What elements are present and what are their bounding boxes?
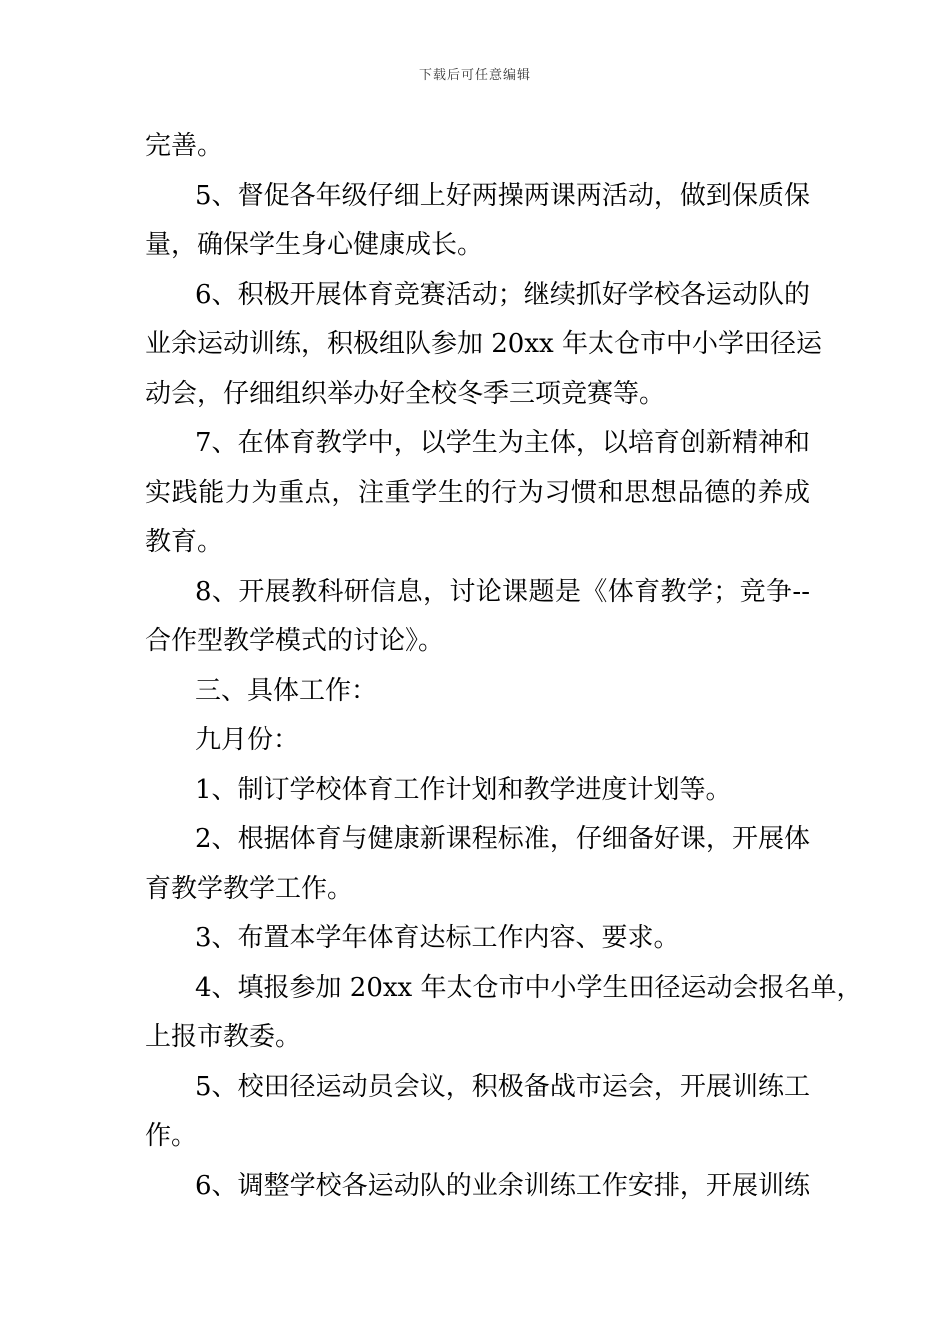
month-heading: 九月份： — [195, 725, 300, 755]
text-line: 育教学教学工作。 — [145, 873, 354, 904]
page-header: 下载后可任意编辑 — [418, 68, 531, 83]
text-line: 完善。 — [145, 131, 224, 161]
text-line: 上报市教委。 — [145, 1022, 302, 1052]
text-line: 6、调整学校各运动队的业余训练工作安排，开展训练 — [195, 1170, 810, 1201]
text-line: 业余运动训练，积极组队参加 20xx 年太仓市中小学田径运 — [145, 329, 822, 359]
text-line: 8、开展教科研信息，讨论课题是《体育教学；竞争-- — [195, 576, 810, 607]
text-line: 动会，仔细组织举办好全校冬季三项竞赛等。 — [145, 378, 666, 409]
text-line: 实践能力为重点，注重学生的行为习惯和思想品德的养成 — [145, 477, 810, 508]
text-line: 量，确保学生身心健康成长。 — [145, 230, 484, 260]
text-line: 5、督促各年级仔细上好两操两课两活动，做到保质保 — [195, 180, 810, 211]
text-line: 作。 — [145, 1121, 198, 1151]
text-line: 教育。 — [145, 527, 224, 557]
text-line: 2、根据体育与健康新课程标准，仔细备好课，开展体 — [195, 824, 810, 854]
text-line: 7、在体育教学中，以学生为主体，以培育创新精神和 — [195, 428, 810, 458]
text-line: 3、布置本学年体育达标工作内容、要求。 — [195, 923, 680, 953]
text-line: 合作型教学模式的讨论》。 — [145, 626, 445, 656]
text-line: 4、填报参加 20xx 年太仓市中小学生田径运动会报名单， — [195, 972, 863, 1003]
text-line: 5、校田径运动员会议，积极备战市运会，开展训练工 — [195, 1071, 810, 1102]
section-heading: 三、具体工作： — [195, 675, 378, 706]
text-line: 6、积极开展体育竞赛活动；继续抓好学校各运动队的 — [195, 279, 810, 310]
document-body — [145, 122, 863, 1211]
text-line: 1、制订学校体育工作计划和教学进度计划等。 — [195, 774, 732, 805]
